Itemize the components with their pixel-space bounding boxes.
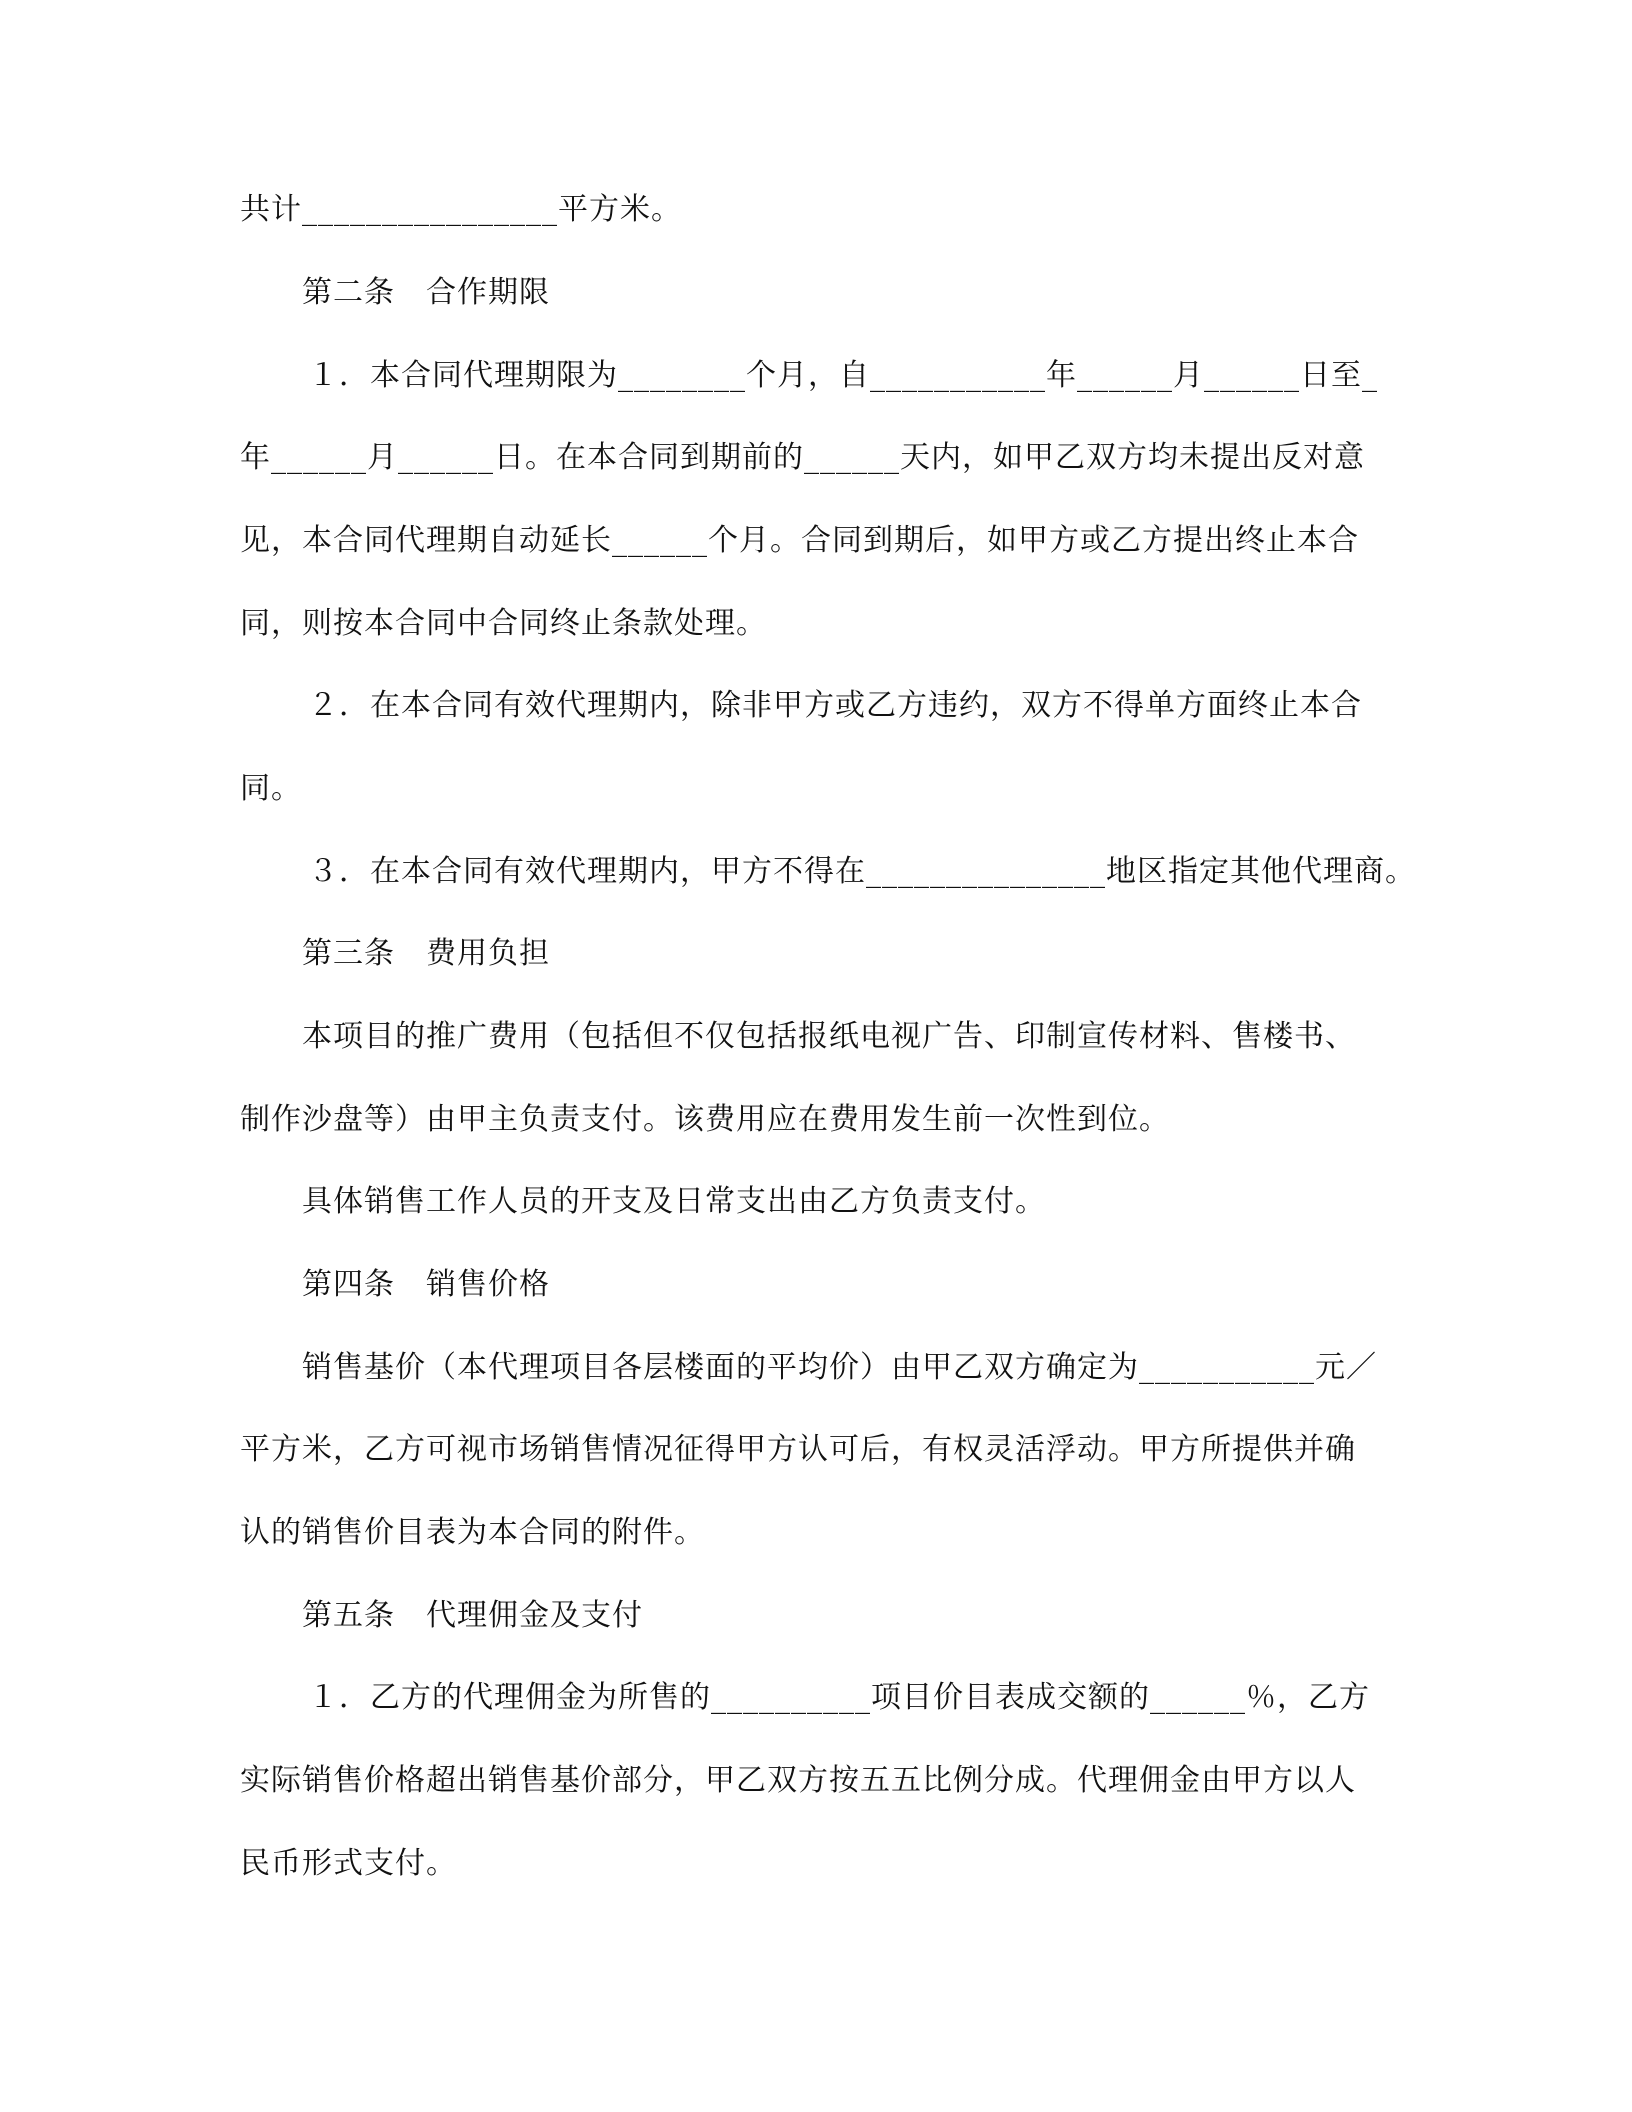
text-line: 民币形式支付。 bbox=[240, 1846, 457, 1881]
text-line: 制作沙盘等）由甲主负责支付。该费用应在费用发生前一次性到位。 bbox=[240, 1102, 1170, 1137]
text-line: 共计________________平方米。 bbox=[240, 192, 682, 227]
section-heading: 第二条 合作期限 bbox=[302, 275, 550, 310]
text-line: 认的销售价目表为本合同的附件。 bbox=[240, 1515, 705, 1550]
text-line: 见，本合同代理期自动延长______个月。合同到期后，如甲方或乙方提出终止本合 bbox=[240, 523, 1359, 558]
text-line: 本项目的推广费用（包括但不仅包括报纸电视广告、印制宣传材料、售楼书、 bbox=[302, 1019, 1356, 1054]
text-line: 同，则按本合同中合同终止条款处理。 bbox=[240, 606, 767, 641]
text-line: 实际销售价格超出销售基价部分，甲乙双方按五五比例分成。代理佣金由甲方以人 bbox=[240, 1763, 1356, 1798]
text-line: ３．在本合同有效代理期内，甲方不得在_______________地区指定其他代理商。 bbox=[308, 854, 1416, 889]
section-heading: 第四条 销售价格 bbox=[302, 1267, 550, 1302]
section-heading: 第五条 代理佣金及支付 bbox=[302, 1598, 643, 1633]
text-line: ２．在本合同有效代理期内，除非甲方或乙方违约，双方不得单方面终止本合 bbox=[308, 688, 1362, 723]
text-line: １．乙方的代理佣金为所售的__________项目价目表成交额的______％，乙方 bbox=[308, 1680, 1370, 1715]
text-line: 平方米，乙方可视市场销售情况征得甲方认可后，有权灵活浮动。甲方所提供并确 bbox=[240, 1432, 1356, 1467]
text-line: 年______月______日。在本合同到期前的______天内，如甲乙双方均未提出反对意 bbox=[240, 440, 1365, 475]
text-line: １．本合同代理期限为________个月，自___________年______月______日至_ bbox=[308, 358, 1378, 393]
text-line: 销售基价（本代理项目各层楼面的平均价）由甲乙双方确定为___________元／ bbox=[302, 1350, 1377, 1385]
text-line: 同。 bbox=[240, 771, 302, 806]
text-line: 具体销售工作人员的开支及日常支出由乙方负责支付。 bbox=[302, 1184, 1046, 1219]
section-heading: 第三条 费用负担 bbox=[302, 936, 550, 971]
